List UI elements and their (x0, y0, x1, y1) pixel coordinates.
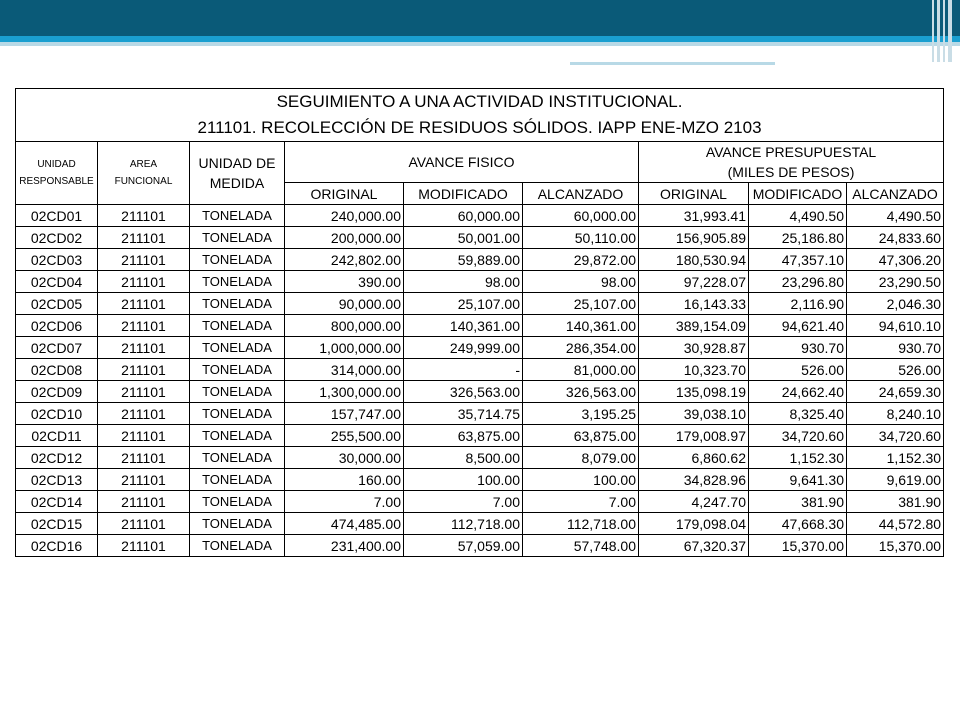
cell-fisico-alcanzado: 63,875.00 (523, 425, 639, 447)
cell-unidad-medida: TONELADA (190, 469, 285, 491)
cell-presupuestal-alcanzado: 526.00 (847, 359, 944, 381)
cell-area-funcional: 211101 (98, 359, 190, 381)
cell-presupuestal-alcanzado: 94,610.10 (847, 315, 944, 337)
cell-unidad-responsable: 02CD08 (16, 359, 98, 381)
cell-presupuestal-modificado: 47,668.30 (749, 513, 847, 535)
cell-area-funcional: 211101 (98, 271, 190, 293)
table-row (16, 381, 944, 403)
cell-fisico-alcanzado: 100.00 (523, 469, 639, 491)
cell-presupuestal-modificado: 25,186.80 (749, 227, 847, 249)
table-row (16, 491, 944, 513)
table-row (16, 425, 944, 447)
cell-presupuestal-modificado: 2,116.90 (749, 293, 847, 315)
cell-presupuestal-original: 4,247.70 (639, 491, 749, 513)
header-presupuestal-modificado: MODIFICADO (749, 183, 847, 205)
cell-unidad-medida: TONELADA (190, 513, 285, 535)
cell-presupuestal-alcanzado: 4,490.50 (847, 205, 944, 227)
cell-presupuestal-modificado: 34,720.60 (749, 425, 847, 447)
cell-unidad-medida: TONELADA (190, 293, 285, 315)
cell-presupuestal-original: 34,828.96 (639, 469, 749, 491)
cell-fisico-alcanzado: 81,000.00 (523, 359, 639, 381)
cell-unidad-responsable: 02CD01 (16, 205, 98, 227)
cell-presupuestal-modificado: 8,325.40 (749, 403, 847, 425)
cell-fisico-modificado: 25,107.00 (404, 293, 523, 315)
cell-presupuestal-alcanzado: 930.70 (847, 337, 944, 359)
cell-presupuestal-original: 97,228.07 (639, 271, 749, 293)
cell-presupuestal-modificado: 526.00 (749, 359, 847, 381)
cell-fisico-modificado: 35,714.75 (404, 403, 523, 425)
cell-area-funcional: 211101 (98, 227, 190, 249)
cell-presupuestal-original: 156,905.89 (639, 227, 749, 249)
cell-fisico-alcanzado: 57,748.00 (523, 535, 639, 557)
cell-fisico-modificado: 50,001.00 (404, 227, 523, 249)
cell-presupuestal-modificado: 9,641.30 (749, 469, 847, 491)
cell-fisico-original: 474,485.00 (285, 513, 404, 535)
header-unidad-responsable: UNIDAD RESPONSABLE (16, 142, 98, 205)
table-row (16, 337, 944, 359)
cell-unidad-medida: TONELADA (190, 447, 285, 469)
header-fisico-alcanzado: ALCANZADO (523, 183, 639, 205)
cell-fisico-modificado: 57,059.00 (404, 535, 523, 557)
cell-fisico-modificado: 7.00 (404, 491, 523, 513)
cell-fisico-alcanzado: 326,563.00 (523, 381, 639, 403)
cell-presupuestal-modificado: 15,370.00 (749, 535, 847, 557)
table-row (16, 403, 944, 425)
table-row (16, 315, 944, 337)
cell-area-funcional: 211101 (98, 469, 190, 491)
cell-fisico-original: 800,000.00 (285, 315, 404, 337)
cell-fisico-original: 1,300,000.00 (285, 381, 404, 403)
cell-area-funcional: 211101 (98, 293, 190, 315)
cell-fisico-modificado: 249,999.00 (404, 337, 523, 359)
cell-unidad-responsable: 02CD03 (16, 249, 98, 271)
cell-area-funcional: 211101 (98, 205, 190, 227)
cell-presupuestal-modificado: 24,662.40 (749, 381, 847, 403)
tracking-table (15, 88, 944, 557)
cell-presupuestal-alcanzado: 15,370.00 (847, 535, 944, 557)
table-row (16, 249, 944, 271)
cell-unidad-medida: TONELADA (190, 381, 285, 403)
cell-presupuestal-original: 16,143.33 (639, 293, 749, 315)
decorative-line (570, 62, 775, 65)
cell-unidad-responsable: 02CD14 (16, 491, 98, 513)
header-fisico-modificado: MODIFICADO (404, 183, 523, 205)
header-avance-presupuestal (639, 142, 944, 183)
cell-presupuestal-alcanzado: 381.90 (847, 491, 944, 513)
cell-unidad-responsable: 02CD10 (16, 403, 98, 425)
cell-fisico-alcanzado: 8,079.00 (523, 447, 639, 469)
cell-presupuestal-modificado: 1,152.30 (749, 447, 847, 469)
cell-presupuestal-alcanzado: 23,290.50 (847, 271, 944, 293)
cell-fisico-modificado: 140,361.00 (404, 315, 523, 337)
cell-presupuestal-original: 30,928.87 (639, 337, 749, 359)
cell-presupuestal-original: 10,323.70 (639, 359, 749, 381)
cell-presupuestal-alcanzado: 8,240.10 (847, 403, 944, 425)
cell-presupuestal-original: 135,098.19 (639, 381, 749, 403)
cell-presupuestal-modificado: 930.70 (749, 337, 847, 359)
cell-fisico-original: 1,000,000.00 (285, 337, 404, 359)
cell-presupuestal-original: 389,154.09 (639, 315, 749, 337)
cell-unidad-medida: TONELADA (190, 337, 285, 359)
cell-fisico-original: 157,747.00 (285, 403, 404, 425)
cell-fisico-original: 160.00 (285, 469, 404, 491)
cell-unidad-responsable: 02CD06 (16, 315, 98, 337)
cell-fisico-original: 242,802.00 (285, 249, 404, 271)
cell-presupuestal-alcanzado: 24,659.30 (847, 381, 944, 403)
cell-unidad-medida: TONELADA (190, 205, 285, 227)
title-row (16, 89, 944, 142)
cell-presupuestal-alcanzado: 24,833.60 (847, 227, 944, 249)
cell-unidad-medida: TONELADA (190, 227, 285, 249)
cell-fisico-modificado: 59,889.00 (404, 249, 523, 271)
header-presupuestal-original: ORIGINAL (639, 183, 749, 205)
cell-presupuestal-modificado: 381.90 (749, 491, 847, 513)
cell-fisico-original: 7.00 (285, 491, 404, 513)
cell-fisico-alcanzado: 286,354.00 (523, 337, 639, 359)
cell-fisico-modificado: 63,875.00 (404, 425, 523, 447)
header-area-funcional: AREA FUNCIONAL (98, 142, 190, 205)
cell-fisico-modificado: 60,000.00 (404, 205, 523, 227)
cell-fisico-original: 314,000.00 (285, 359, 404, 381)
cell-unidad-responsable: 02CD11 (16, 425, 98, 447)
cell-area-funcional: 211101 (98, 403, 190, 425)
cell-fisico-alcanzado: 7.00 (523, 491, 639, 513)
header-unidad-medida: UNIDAD DE MEDIDA (190, 142, 285, 205)
cell-fisico-alcanzado: 140,361.00 (523, 315, 639, 337)
cell-unidad-responsable: 02CD15 (16, 513, 98, 535)
cell-area-funcional: 211101 (98, 447, 190, 469)
cell-presupuestal-original: 180,530.94 (639, 249, 749, 271)
cell-area-funcional: 211101 (98, 337, 190, 359)
cell-presupuestal-original: 6,860.62 (639, 447, 749, 469)
cell-area-funcional: 211101 (98, 381, 190, 403)
title-line-1: SEGUIMIENTO A UNA ACTIVIDAD INSTITUCIONAL. (276, 92, 683, 111)
cell-presupuestal-alcanzado: 9,619.00 (847, 469, 944, 491)
cell-unidad-responsable: 02CD02 (16, 227, 98, 249)
cell-fisico-original: 90,000.00 (285, 293, 404, 315)
cell-unidad-medida: TONELADA (190, 359, 285, 381)
table-row (16, 359, 944, 381)
cell-fisico-modificado: 112,718.00 (404, 513, 523, 535)
cell-presupuestal-modificado: 4,490.50 (749, 205, 847, 227)
cell-fisico-modificado: 8,500.00 (404, 447, 523, 469)
cell-fisico-alcanzado: 25,107.00 (523, 293, 639, 315)
table-row (16, 469, 944, 491)
cell-fisico-alcanzado: 112,718.00 (523, 513, 639, 535)
cell-presupuestal-alcanzado: 44,572.80 (847, 513, 944, 535)
cell-area-funcional: 211101 (98, 249, 190, 271)
cell-unidad-medida: TONELADA (190, 271, 285, 293)
header-avance-presupuestal-line-2: (MILES DE PESOS) (727, 164, 855, 180)
cell-fisico-modificado: 326,563.00 (404, 381, 523, 403)
table-row (16, 227, 944, 249)
cell-unidad-medida: TONELADA (190, 491, 285, 513)
cell-presupuestal-original: 31,993.41 (639, 205, 749, 227)
cell-presupuestal-alcanzado: 1,152.30 (847, 447, 944, 469)
table-row (16, 447, 944, 469)
cell-presupuestal-original: 179,008.97 (639, 425, 749, 447)
header-banner (0, 0, 960, 36)
cell-presupuestal-original: 67,320.37 (639, 535, 749, 557)
cell-unidad-responsable: 02CD16 (16, 535, 98, 557)
cell-area-funcional: 211101 (98, 315, 190, 337)
cell-fisico-original: 231,400.00 (285, 535, 404, 557)
cell-unidad-responsable: 02CD12 (16, 447, 98, 469)
decorative-vertical-lines (932, 0, 954, 62)
cell-unidad-medida: TONELADA (190, 249, 285, 271)
cell-fisico-modificado: - (404, 359, 523, 381)
table-row (16, 535, 944, 557)
cell-fisico-original: 390.00 (285, 271, 404, 293)
table-row (16, 293, 944, 315)
table-row (16, 205, 944, 227)
title-line-2: 211101. RECOLECCIÓN DE RESIDUOS SÓLIDOS. IAPP ENE-MZO 2103 (197, 118, 762, 137)
cell-unidad-responsable: 02CD13 (16, 469, 98, 491)
cell-area-funcional: 211101 (98, 425, 190, 447)
cell-fisico-alcanzado: 50,110.00 (523, 227, 639, 249)
cell-unidad-medida: TONELADA (190, 403, 285, 425)
cell-fisico-original: 255,500.00 (285, 425, 404, 447)
cell-presupuestal-modificado: 23,296.80 (749, 271, 847, 293)
cell-presupuestal-modificado: 94,621.40 (749, 315, 847, 337)
cell-unidad-medida: TONELADA (190, 425, 285, 447)
table-row (16, 271, 944, 293)
cell-area-funcional: 211101 (98, 535, 190, 557)
cell-unidad-responsable: 02CD09 (16, 381, 98, 403)
cell-fisico-modificado: 100.00 (404, 469, 523, 491)
header-avance-fisico: AVANCE FISICO (285, 142, 639, 183)
header-row-1 (16, 142, 944, 183)
cell-unidad-responsable: 02CD07 (16, 337, 98, 359)
table-title (16, 89, 944, 142)
cell-presupuestal-original: 179,098.04 (639, 513, 749, 535)
cell-fisico-modificado: 98.00 (404, 271, 523, 293)
cell-presupuestal-modificado: 47,357.10 (749, 249, 847, 271)
cell-presupuestal-original: 39,038.10 (639, 403, 749, 425)
cell-fisico-alcanzado: 29,872.00 (523, 249, 639, 271)
header-fade-stripe (0, 42, 960, 46)
header-avance-presupuestal-line-1: AVANCE PRESUPUESTAL (705, 144, 877, 160)
table-row (16, 513, 944, 535)
cell-fisico-original: 200,000.00 (285, 227, 404, 249)
cell-fisico-alcanzado: 98.00 (523, 271, 639, 293)
cell-fisico-original: 30,000.00 (285, 447, 404, 469)
header-presupuestal-alcanzado: ALCANZADO (847, 183, 944, 205)
cell-fisico-original: 240,000.00 (285, 205, 404, 227)
cell-presupuestal-alcanzado: 34,720.60 (847, 425, 944, 447)
header-fisico-original: ORIGINAL (285, 183, 404, 205)
cell-unidad-responsable: 02CD04 (16, 271, 98, 293)
cell-fisico-alcanzado: 60,000.00 (523, 205, 639, 227)
cell-area-funcional: 211101 (98, 513, 190, 535)
cell-unidad-responsable: 02CD05 (16, 293, 98, 315)
cell-unidad-medida: TONELADA (190, 535, 285, 557)
cell-unidad-medida: TONELADA (190, 315, 285, 337)
cell-presupuestal-alcanzado: 47,306.20 (847, 249, 944, 271)
cell-area-funcional: 211101 (98, 491, 190, 513)
cell-fisico-alcanzado: 3,195.25 (523, 403, 639, 425)
cell-presupuestal-alcanzado: 2,046.30 (847, 293, 944, 315)
